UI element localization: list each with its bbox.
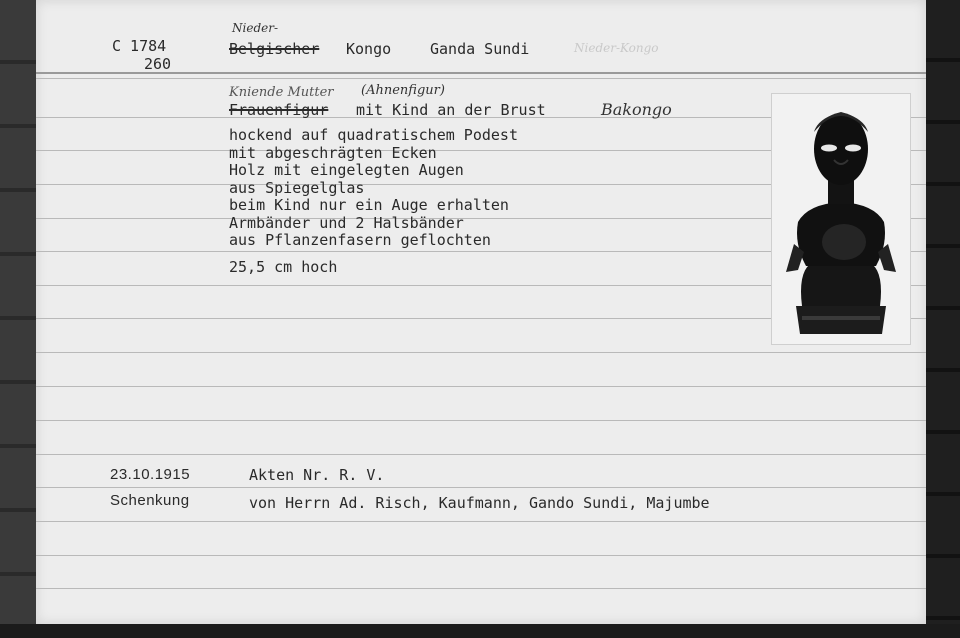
title-struck-word: Frauenfigur bbox=[229, 101, 329, 119]
catalog-number: C 1784 bbox=[112, 37, 167, 55]
card-rule bbox=[36, 487, 926, 488]
description-line: Armbänder und 2 Halsbänder bbox=[229, 213, 464, 232]
card-rule bbox=[36, 386, 926, 387]
description-line: aus Spiegelglas bbox=[229, 178, 365, 197]
card-rule bbox=[36, 420, 926, 421]
figure-photo bbox=[771, 93, 911, 345]
faint-handwriting: Nieder-Kongo bbox=[574, 41, 659, 55]
sub-number: 260 bbox=[144, 55, 172, 73]
acquisition-date: 23.10.1915 bbox=[110, 466, 191, 483]
scan-border-left bbox=[0, 0, 36, 638]
description-line: beim Kind nur ein Auge erhalten bbox=[229, 196, 509, 214]
figure-photo-icon bbox=[772, 94, 910, 344]
card-rule bbox=[36, 454, 926, 455]
handwritten-note: (Ahnenfigur) bbox=[361, 83, 445, 98]
files-label: Akten Nr. R. V. bbox=[249, 466, 385, 484]
description-line: aus Pflanzenfasern geflochten bbox=[229, 231, 491, 249]
region: Kongo bbox=[346, 40, 392, 58]
card-rule bbox=[36, 588, 926, 589]
acquisition-type: Schenkung bbox=[110, 492, 190, 509]
scan-border-right bbox=[926, 0, 960, 638]
title-rest: mit Kind an der Brust bbox=[356, 101, 546, 119]
place: Ganda Sundi bbox=[430, 40, 530, 58]
card-rule bbox=[36, 521, 926, 522]
card-rule bbox=[36, 78, 926, 79]
donor: von Herrn Ad. Risch, Kaufmann, Gando Sundi, Majumbe bbox=[249, 494, 710, 512]
handwritten-correction: Kniende Mutter bbox=[229, 85, 334, 100]
scan-border-bottom bbox=[0, 624, 960, 638]
description-list bbox=[229, 127, 518, 250]
card-rule bbox=[36, 352, 926, 353]
catalog-card bbox=[36, 0, 926, 624]
card-rule bbox=[36, 555, 926, 556]
handwritten-insert: Nieder- bbox=[232, 21, 279, 35]
handwritten-group: Bakongo bbox=[601, 100, 672, 119]
height-value: 25,5 cm hoch bbox=[229, 258, 338, 276]
region-struck: Belgischer bbox=[229, 40, 320, 58]
description-line: mit abgeschrägten Ecken bbox=[229, 143, 437, 162]
description-line: Holz mit eingelegten Augen bbox=[229, 161, 464, 179]
description-line: hockend auf quadratischem Podest bbox=[229, 126, 518, 144]
